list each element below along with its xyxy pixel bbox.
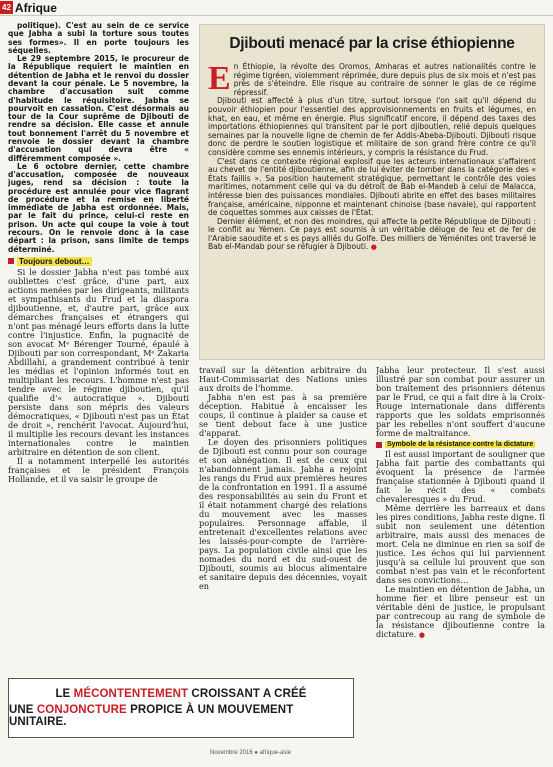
- header-rule: [0, 15, 553, 16]
- paragraph: travail sur la détention arbitraire du Haut-Commissariat des Nations unies aux droits de l'homme.: [199, 366, 367, 393]
- bullet-marker-icon: [376, 442, 382, 448]
- page-footer: Novembre 2016 ● afrique-asie: [210, 750, 291, 756]
- column-3-intro: [376, 366, 545, 438]
- drop-cap: E: [208, 60, 231, 97]
- paragraph: Même derrière les barreaux et dans les pires conditions, Jabha reste digne. Il subit non seulement une détention arbitraire, mais aussi des menaces de mort. Cela ne diminue en rien sa soif de justice. Les échos qui lui parviennent jusqu'à sa cellule lui prouvent que son combat n'est pas vain et le réconfortent dans ses convictions…: [376, 503, 545, 585]
- paragraph: Il a notamment interpellé les autorités françaises et le président François Hollande, et il va saisir le groupe de: [8, 455, 189, 484]
- column-3-body: [376, 450, 545, 640]
- paragraph: Le maintien en détention de Jabha, un homme fier et libre penseur est un véritable déni de justice, le propulsant par contrecoup au rang de symbole de la résistance djiboutienne contre la dictature. ●: [376, 584, 545, 639]
- paragraph: politique). C'est au sein de ce service que Jabha a subi la torture sous toutes ses formes». Il en porte toujours les séquelles.: [8, 22, 189, 55]
- column-1-intro: [8, 22, 189, 254]
- paragraph: Jabha leur protecteur. Il s'est aussi illustré par son combat pour assurer un bon traitement des prisonniers détenus par le Frud, ce qui a fait dire à la Croix-Rouge internationale dans différents rapports que les soldats emprisonnés par les rebelles n'ont souffert d'aucune forme de maltraitance.: [376, 366, 545, 438]
- paragraph: Le 6 octobre dernier, cette chambre d'accusation, composée de nouveaux juges, rend sa décision : toute la procédure est annulée pour vice flagrant de procédure et la remise en liberté immédiate de Jabha est ordonnée. Mais, par le fait du prince, celui-ci reste en prison. Un acte qui coupe la voie à tout recours. On le renvoie donc à la case départ : la prison, sans limite de temps déterminé.: [8, 161, 189, 254]
- pull-quote: [8, 678, 354, 738]
- paragraph: En Éthiopie, la révolte des Oromos, Amharas et autres nationalités contre le régime tigréen, violemment réprimée, dure depuis plus de six mois et n'est pas près de s'éteindre. Elle risque au contraire de sonner le glas de ce régime répressif.: [208, 60, 536, 97]
- page-number: 42: [2, 3, 11, 12]
- paragraph: Le 29 septembre 2015, le procureur de la République requiert le maintien en détention de Jabha et le renvoi du dossier devant la cour pénale. Le 5 novembre, la chambre d'accusation suit comme d'habitude le réquisitoire. Jabha se pourvoit en cassation. C'est désormais au tour de la Cour suprême de Djibouti de rendre sa décision. Elle casse et annule tout bonnement l'arrêt du 5 novembre et renvoie le dossier devant la chambre d'accusation qui devra être « différemment composée ».: [8, 54, 189, 163]
- subhead-label: Symbole de la résistance contre la dictature: [387, 441, 534, 448]
- page-header: [0, 0, 120, 15]
- subhead-label: Toujours debout…: [19, 256, 90, 266]
- paragraph: Il est aussi important de souligner que Jabha fait partie des combattants qui évoquent la présence de l'armée française stationnée à Djibouti quand il fait le récit des « combats chevaleresques » du Frud.: [376, 449, 545, 504]
- subhead-toujours-debout: [8, 257, 189, 266]
- paragraph: Le doyen des prisonniers politiques de Djibouti est connu pour son courage et son abnégation. Il est de ceux qui n'abandonnent jamais. Jabha a rejoint les rangs du Frud aux premières heures de la confrontation en 1991. Il a assumé des responsabilités au sein du Front et il était notamment chargé des relations du mouvement avec les masses populaires. Personnage affable, il entretenait d'excellentes relations avec les laissés-pour-compte de l'arrière-pays. La population civile ainsi que les nomades du nord et du sud-ouest de Djibouti, soumis au blocus alimentaire et sanitaire depuis des décennies, voyait en: [199, 437, 367, 591]
- paragraph: Si le dossier Jabha n'est pas tombé aux oubliettes c'est grâce, d'une part, aux actions menées par les dirigeants, militants et sympathisants du Frud et la diaspora djiboutienne, et, d'autre part, grâce aux démarches françaises et étrangers qui n'ont pas ménagé leurs efforts dans la lutte contre l'injustice. Enfin, la pugnacité de son avocat Mᵉ Bérenger Tourné, épaulé à Djibouti par son correspondant, Mᵉ Zakaria Abdillahi, a grandement contribué à tenir les médias et l'opinion informés tout en multipliant les recours. L'homme n'est pas tendre avec le régime djiboutien, qu'il qualifie d'« autocratique ». Djibouti persiste dans son mépris des valeurs démocratiques, « Djibouti n'est pas un État de droit », renchérit l'avocat. Aujourd'hui, il multiplie les recours devant les instances internationales contre le maintien arbitraire en détention de son client.: [8, 266, 189, 457]
- column-1: [8, 22, 189, 672]
- column-2-body: [199, 366, 367, 591]
- end-mark-icon: ●: [370, 243, 377, 252]
- paragraph: C'est dans ce contexte régional explosif que les acteurs internationaux s'affairent au chevet de l'entité djiboutienne, afin de lui éviter de tomber dans la catégorie des « États faillis ». Sa position hautement stratégique, permettant le contrôle des voies maritimes, notamment celle qui va du détroit de Bab el-Mandeb à celui de Malacca, intéresse bien des puissances mondiales. Djibouti abrite en effet des bases militaires française, américaine, nipponne et maintenant chinoise (base navale), qui rapportent de coquettes sommes aux caisses de l'État.: [208, 156, 536, 218]
- subhead-symbole: [376, 441, 545, 448]
- column-3: [376, 366, 545, 746]
- bullet-marker-icon: [8, 258, 14, 264]
- column-1-body: [8, 268, 189, 484]
- pull-quote-line-1: LE MÉCONTENTEMENT CROISSANT A CRÉÉ: [55, 688, 307, 700]
- box-title: Djibouti menacé par la crise éthiopienne: [229, 35, 515, 52]
- column-2: [199, 366, 367, 674]
- end-mark-icon: ●: [418, 631, 425, 639]
- pull-quote-line-2: UNE CONJONCTURE PROPICE À UN MOUVEMENT UNITAIRE.: [9, 704, 294, 728]
- paragraph: Dernier élément, et non des moindres, qui affecte la petite République de Djibouti : le conflit au Yémen. Ce pays est soumis à un véritable déluge de feu et de fer de l'Arabie saoudite et s es pays alliés du Golfe. Des milliers de Yéménites ont traversé le Bab el-Mandab pour se réfugier à Djibouti. ●: [208, 216, 536, 252]
- paragraph: Jabha n'en est pas à sa première déception. Habitué à encaisser les coups, il continue à plaider sa cause et se tient debout face à une justice d'apparat.: [199, 392, 367, 438]
- section-title: Afrique: [14, 0, 57, 15]
- sidebar-box: [199, 24, 545, 360]
- box-body: [208, 60, 536, 252]
- paragraph: Djibouti est affecté à plus d'un titre, surtout lorsque l'on sait qu'il dépend du pouvoir éthiopien pour l'essentiel des approvisionnements en fruits et légumes, en khat, en eau, et même en énergie. Plus significatif encore, il dépend des taxes des importations éthiopiennes qui transitent par le port djiboutien, relié depuis quelques semaines par la nouvelle ligne de chemin de fer Addis-Abeba-Djibouti. Djibouti risque donc de perdre le soutien logistique et militaire de son grand frère contre ce qu'il considère comme ses ennemis intérieurs, y compris la résistance du Frud.: [208, 96, 536, 157]
